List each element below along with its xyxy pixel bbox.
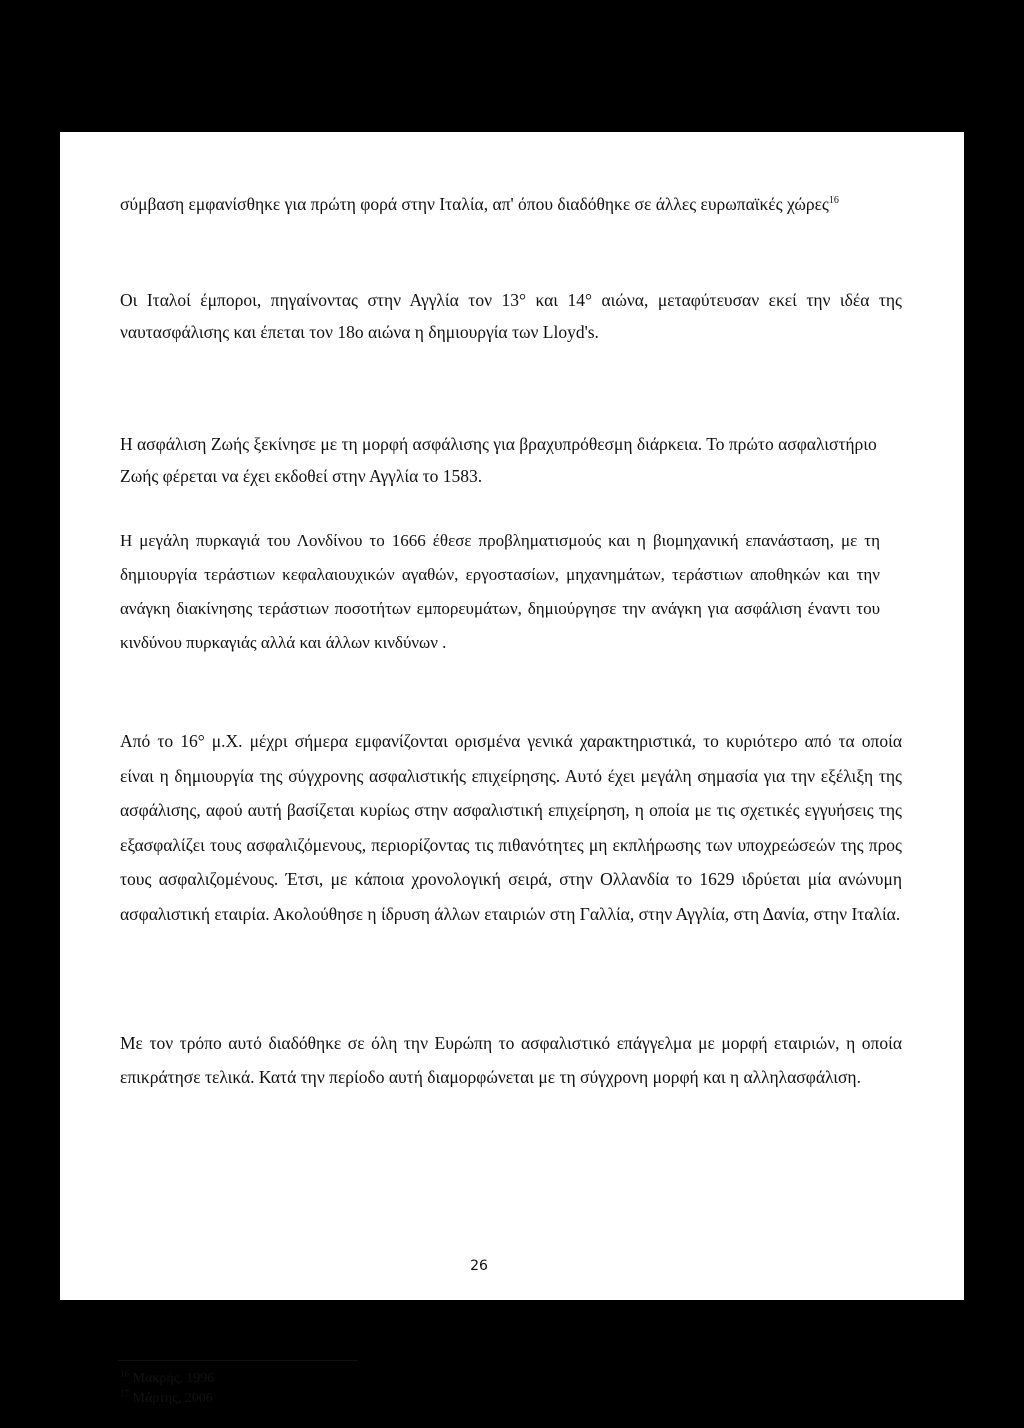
footnote-17-text: Μάρτης, 2006 — [132, 1391, 213, 1406]
paragraph-6: Με τον τρόπο αυτό διαδόθηκε σε όλη την Ευρώπη το ασφαλιστικό επάγγελμα με μορφή εταιριών, η οποία επικράτησε τελικά. Κατά την περίοδο αυτή διαμορφώνεται με τη σύγχρονη μορφή και η αλληλασφάλιση. — [120, 1033, 902, 1087]
footnote-16-text: Μακρής, 1996 — [132, 1371, 215, 1386]
footnote-17-number: 17 — [120, 1388, 129, 1399]
page-number: 26 — [470, 1258, 488, 1274]
footnote-16-number: 16 — [120, 1368, 129, 1379]
footnote-separator — [118, 1360, 358, 1361]
paragraph-5: Από το 16° μ.Χ. μέχρι σήμερα εμφανίζονται ορισμένα γενικά χαρακτηριστικά, το κυριότερο από τα οποία είναι η δημιουργία της σύγχρονης ασφαλιστικής επιχείρησης. Αυτό έχει μεγάλη σημασία για την εξέλιξη της ασφάλισης, αφού αυτή βασίζεται κυρίως στην ασφαλιστική επιχείρηση, η οποία με τις σχετικές εγγυήσεις της εξασφαλίζει τους ασφαλιζόμενους, περιορίζοντας τις πιθανότητες μη εκπλήρωσης των υποχρεώσεών της προς τους ασφαλιζομένους. Έτσι, με κάποια χρονολογική σειρά, στην Ολλανδία το 1629 ιδρύεται μία ανώνυμη ασφαλιστική εταιρία. Ακολούθησε η ίδρυση άλλων εταιριών στη Γαλλία, στην Αγγλία, στη Δανία, στην Ιταλία. — [120, 731, 902, 924]
paragraph-2: Οι Ιταλοί έμποροι, πηγαίνοντας στην Αγγλία τον 13° και 14° αιώνα, μεταφύτευσαν εκεί την ιδέα της ναυτασφάλισης και έπεται τον 18ο αιώνα η δημιουργία των Lloyd's. — [120, 290, 902, 342]
paragraph-1 — [120, 188, 902, 220]
footnote-17 — [120, 1390, 213, 1408]
footnote-ref-16: 16 — [828, 195, 839, 207]
paragraph-3: Η ασφάλιση Ζωής ξεκίνησε με τη μορφή ασφάλισης για βραχυπρόθεσμη διάρκεια. Το πρώτο ασφαλιστήριο Ζωής φέρεται να έχει εκδοθεί στην Αγγλία το 1583. — [120, 434, 877, 486]
document-page — [60, 132, 964, 1406]
footnote-16 — [120, 1370, 214, 1388]
paragraph-1-text: σύμβαση εμφανίσθηκε για πρώτη φορά στην Ιταλία, απ' όπου διαδόθηκε σε άλλες ευρωπαϊκές χώρες — [120, 194, 829, 214]
paragraph-4: Η μεγάλη πυρκαγιά του Λονδίνου το 1666 έθεσε προβληματισμούς και η βιομηχανική επανάσταση, με τη δημιουργία τεράστιων κεφαλαιουχικών αγαθών, εργοστασίων, μηχανημάτων, τεράστιων αποθηκών και την ανάγκη διακίνησης τεράστιων ποσοτήτων εμπορευμάτων, δημιούργησε την ανάγκη για ασφάλιση έναντι του κινδύνου πυρκαγιάς αλλά και άλλων κινδύνων . — [120, 531, 880, 652]
